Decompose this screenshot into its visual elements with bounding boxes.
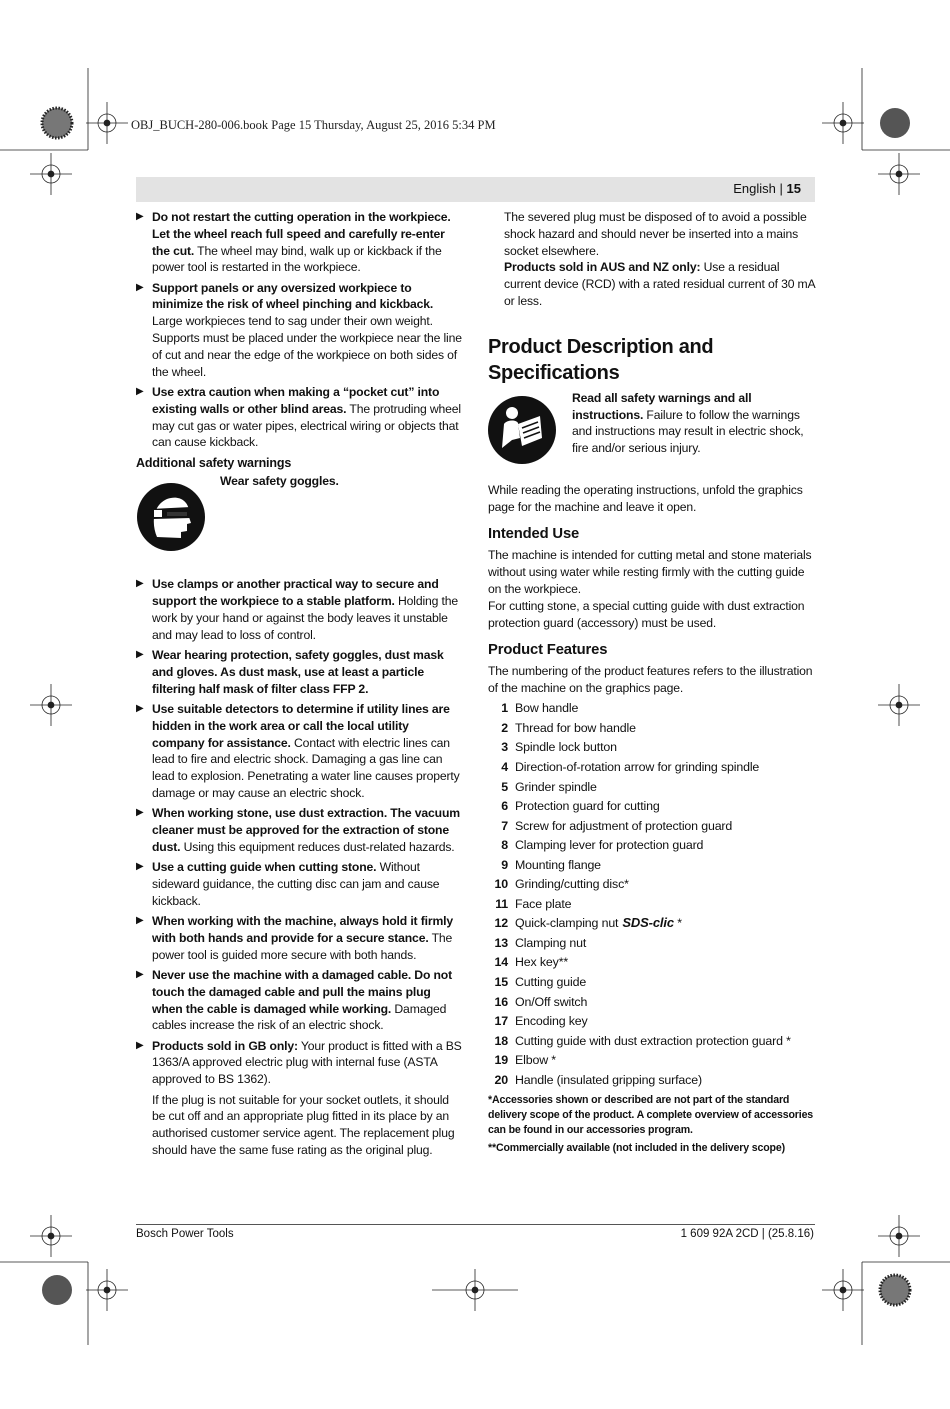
feature-number: 2 bbox=[501, 720, 508, 735]
bullet-arrow-icon: ▶ bbox=[136, 915, 144, 927]
bullet-bold-text: Use a cutting guide when cutting stone. bbox=[152, 860, 377, 875]
feature-item bbox=[488, 875, 815, 895]
bullet-bold-text: When working with the machine, always hold it firmly with both hands and provide for a secure stance. bbox=[152, 914, 453, 945]
bullet-bold-text: Support panels or any oversized workpiece to minimize the risk of wheel pinching and kickback. bbox=[152, 280, 434, 312]
bullet-arrow-icon: ▶ bbox=[136, 968, 144, 980]
unfold-text: While reading the operating instructions, unfold the graphics page for the machine and leave it open. bbox=[488, 482, 803, 514]
bullet-bold-text: Use clamps or another practical way to secure and support the workpiece to a stable platform. bbox=[152, 577, 439, 609]
bullet-text: The power tool is guided more secure with both hands. bbox=[152, 930, 453, 962]
safety-bullet bbox=[136, 913, 462, 963]
intended-use-heading: Intended Use bbox=[488, 526, 580, 543]
feature-number: 17 bbox=[494, 1014, 508, 1029]
feature-number: 4 bbox=[501, 759, 508, 774]
bullet-bold-text: When working stone, use dust extraction. The vacuum cleaner must be approved for the extraction of stone dust. bbox=[152, 806, 460, 854]
feature-number: 19 bbox=[494, 1053, 508, 1068]
bullet-text: Using this equipment reduces dust-related hazards. bbox=[180, 839, 455, 854]
commercial-note: **Commercially available (not included in the delivery scope) bbox=[488, 1141, 785, 1154]
feature-item bbox=[488, 973, 815, 993]
bullet-arrow-icon: ▶ bbox=[136, 211, 144, 222]
feature-item bbox=[488, 738, 815, 758]
feature-label: Hex key** bbox=[515, 955, 569, 970]
bullet-arrow-icon: ▶ bbox=[136, 807, 144, 819]
additional-safety-heading: Additional safety warnings bbox=[136, 455, 292, 470]
bullet-text: Your product is fitted with a BS 1363/A approved electric plug with internal fuse (ASTA approved to BS 1362). bbox=[152, 1038, 462, 1087]
bullet-arrow-icon: ▶ bbox=[136, 1039, 144, 1051]
feature-label: Cutting guide with dust extraction protection guard * bbox=[515, 1033, 791, 1048]
feature-item bbox=[488, 894, 815, 914]
bullet-arrow-icon: ▶ bbox=[136, 861, 144, 873]
page-number: 15 bbox=[786, 181, 801, 196]
feature-item bbox=[488, 719, 815, 739]
feature-item bbox=[488, 758, 815, 778]
bullet-arrow-icon: ▶ bbox=[136, 649, 144, 661]
feature-label: Grinding/cutting disc* bbox=[515, 877, 629, 892]
feature-item bbox=[488, 1031, 815, 1051]
feature-number: 9 bbox=[501, 857, 508, 872]
gb-plug-continuation: If the plug is not suitable for your socket outlets, it should be cut off and an appropriate plug fitted in its place by an authorised customer service agent. The replacement plug should have the same fuse rating as the original plug. bbox=[152, 1092, 455, 1157]
bullet-text: Without sideward guidance, the cutting disc can jam and cause kickback. bbox=[152, 860, 440, 908]
features-intro: The numbering of the product features refers to the illustration of the machine on the graphics page. bbox=[488, 664, 813, 696]
feature-item bbox=[488, 934, 815, 954]
feature-number: 5 bbox=[501, 779, 508, 794]
feature-number: 15 bbox=[494, 974, 508, 989]
feature-label: Spindle lock button bbox=[515, 740, 617, 755]
safety-bullet bbox=[136, 967, 462, 1034]
feature-label: Quick-clamping nut bbox=[515, 916, 619, 931]
feature-label: Handle (insulated gripping surface) bbox=[515, 1072, 702, 1087]
feature-number: 8 bbox=[501, 838, 508, 853]
print-slug: OBJ_BUCH-280-006.book Page 15 Thursday, August 25, 2016 5:34 PM bbox=[131, 118, 496, 132]
feature-label: Protection guard for cutting bbox=[515, 799, 660, 814]
bullet-arrow-icon: ▶ bbox=[136, 281, 144, 293]
aus-nz-text: Use a residual current device (RCD) with a rated residual current of 30 mA or less. bbox=[504, 260, 815, 308]
feature-number: 20 bbox=[494, 1072, 508, 1087]
bullet-bold-text: Wear hearing protection, safety goggles, dust mask and gloves. As dust mask, use at least a particle filtering half mask of filter class FFP 2. bbox=[152, 648, 444, 696]
feature-suffix: * bbox=[673, 916, 682, 931]
section-title: Product Description and Specifications bbox=[488, 335, 714, 384]
safety-list-1 bbox=[136, 209, 462, 451]
feature-number: 12 bbox=[494, 916, 508, 931]
feature-label: Bow handle bbox=[515, 701, 579, 716]
safety-bullet bbox=[136, 384, 462, 451]
feature-number: 16 bbox=[494, 994, 508, 1009]
header-sep: | bbox=[779, 181, 783, 196]
feature-label: Direction-of-rotation arrow for grinding spindle bbox=[515, 759, 760, 774]
safety-bullet bbox=[136, 701, 462, 802]
safety-list-2 bbox=[136, 576, 462, 1088]
feature-label: Thread for bow handle bbox=[515, 720, 636, 735]
product-features-heading: Product Features bbox=[488, 642, 608, 659]
feature-number: 10 bbox=[494, 877, 508, 892]
aus-nz-bold: Products sold in AUS and NZ only: bbox=[504, 260, 701, 275]
feature-number: 7 bbox=[501, 818, 508, 833]
feature-label: Grinder spindle bbox=[515, 779, 597, 794]
feature-label: Clamping nut bbox=[515, 935, 587, 950]
feature-item bbox=[488, 836, 815, 856]
goggles-block bbox=[136, 471, 462, 571]
bullet-bold-text: Products sold in GB only: bbox=[152, 1038, 298, 1053]
bullet-bold-text: Never use the machine with a damaged cable. Do not touch the damaged cable and pull the mains plug when the cable is damaged while working. bbox=[152, 967, 452, 1016]
feature-label: Cutting guide bbox=[515, 974, 587, 989]
bullet-arrow-icon: ▶ bbox=[136, 578, 144, 590]
feature-item bbox=[488, 1051, 815, 1071]
feature-number: 13 bbox=[494, 935, 508, 950]
safety-bullet bbox=[136, 647, 462, 697]
feature-item bbox=[488, 699, 815, 719]
feature-item bbox=[488, 1070, 815, 1090]
feature-label: Screw for adjustment of protection guard bbox=[515, 818, 733, 833]
footer-brand: Bosch Power Tools bbox=[136, 1228, 234, 1240]
feature-number: 11 bbox=[495, 896, 508, 911]
feature-item bbox=[488, 855, 815, 875]
feature-number: 14 bbox=[494, 955, 508, 970]
footer-rule bbox=[136, 1224, 815, 1225]
feature-label: On/Off switch bbox=[515, 994, 588, 1009]
features-list bbox=[488, 699, 815, 1090]
accessories-note: *Accessories shown or described are not part of the standard delivery scope of the product. A complete overview of accessories can be found in our accessories program. bbox=[488, 1093, 814, 1136]
severed-plug-text: The severed plug must be disposed of to avoid a possible shock hazard and should never be inserted into a mains socket elsewhere. bbox=[504, 210, 807, 258]
read-warnings-text: Read all safety warnings and all instructions. Failure to follow the warnings and instructions may result in electric shock, fire and/or serious injury. bbox=[572, 390, 804, 456]
feature-item bbox=[488, 953, 815, 973]
read-instructions-block bbox=[488, 390, 815, 482]
bullet-text: Contact with electric lines can lead to fire and electric shock. Damaging a gas line can lead to explosion. Penetrating a water line causes property damage or may cause an electric shock. bbox=[152, 735, 460, 801]
footer-doc-number: 1 609 92A 2CD | (25.8.16) bbox=[680, 1228, 814, 1240]
feature-item bbox=[488, 914, 815, 934]
page-header bbox=[136, 177, 815, 202]
feature-label: Mounting flange bbox=[515, 857, 601, 872]
safety-bullet bbox=[136, 1038, 462, 1088]
feature-number: 18 bbox=[494, 1033, 508, 1048]
bullet-text: Large workpieces tend to sag under their own weight. Supports must be placed under the workpiece near the line of cut and near the edge of the workpiece on both sides of the wheel. bbox=[152, 314, 462, 379]
feature-number: 6 bbox=[501, 799, 508, 814]
bullet-text: Holding the work by your hand or against the body leaves it unstable and may lead to loss of control. bbox=[152, 594, 459, 642]
feature-number: 3 bbox=[501, 740, 508, 755]
bullet-text: The protruding wheel may cut gas or water pipes, electrical wiring or objects that can cause kickback. bbox=[152, 401, 461, 450]
safety-bullet bbox=[136, 209, 462, 276]
header-text bbox=[733, 181, 801, 196]
safety-bullet bbox=[136, 859, 462, 909]
bullet-arrow-icon: ▶ bbox=[136, 703, 144, 715]
aus-nz-paragraph bbox=[488, 259, 815, 309]
feature-item bbox=[488, 797, 815, 817]
read-manual-icon bbox=[488, 396, 556, 464]
bullet-bold-text: Use suitable detectors to determine if utility lines are hidden in the work area or call the local utility company for assistance. bbox=[152, 702, 450, 750]
feature-number: 1 bbox=[501, 701, 508, 716]
sds-clic-logo: SDS-clic bbox=[622, 915, 674, 931]
bullet-bold-text: Use extra caution when making a “pocket cut” into existing walls or other blind areas. bbox=[152, 384, 440, 416]
goggles-label: Wear safety goggles. bbox=[220, 474, 339, 489]
feature-item bbox=[488, 992, 815, 1012]
feature-label: Clamping lever for protection guard bbox=[515, 838, 704, 853]
feature-item bbox=[488, 816, 815, 836]
bullet-text: The wheel may bind, walk up or kickback if the power tool is restarted in the workpiece. bbox=[152, 243, 442, 275]
right-column bbox=[488, 209, 815, 1156]
safety-goggles-icon bbox=[137, 483, 205, 551]
safety-bullet bbox=[136, 280, 462, 381]
feature-item bbox=[488, 777, 815, 797]
bullet-text: Damaged cables increase the risk of an electric shock. bbox=[152, 1001, 447, 1033]
intended-use-text-2: For cutting stone, a special cutting guide with dust extraction protection guard (accessory) must be used. bbox=[488, 598, 805, 630]
feature-item bbox=[488, 1012, 815, 1032]
safety-bullet bbox=[136, 805, 462, 855]
feature-label: Face plate bbox=[515, 896, 572, 911]
left-column bbox=[136, 209, 462, 1159]
bullet-bold-text: Do not restart the cutting operation in the workpiece. Let the wheel reach full speed and carefully re-enter the cut. bbox=[152, 210, 451, 258]
safety-bullet bbox=[136, 576, 462, 643]
header-language: English bbox=[733, 181, 776, 196]
bullet-arrow-icon: ▶ bbox=[136, 385, 144, 397]
feature-label: Encoding key bbox=[515, 1014, 588, 1029]
read-warnings-bold: Read all safety warnings and all instructions. bbox=[572, 390, 752, 422]
feature-label: Elbow * bbox=[515, 1053, 556, 1068]
intended-use-text-1: The machine is intended for cutting metal and stone materials without using water while resting firmly with the cutting guide on the workpiece. bbox=[488, 548, 812, 596]
